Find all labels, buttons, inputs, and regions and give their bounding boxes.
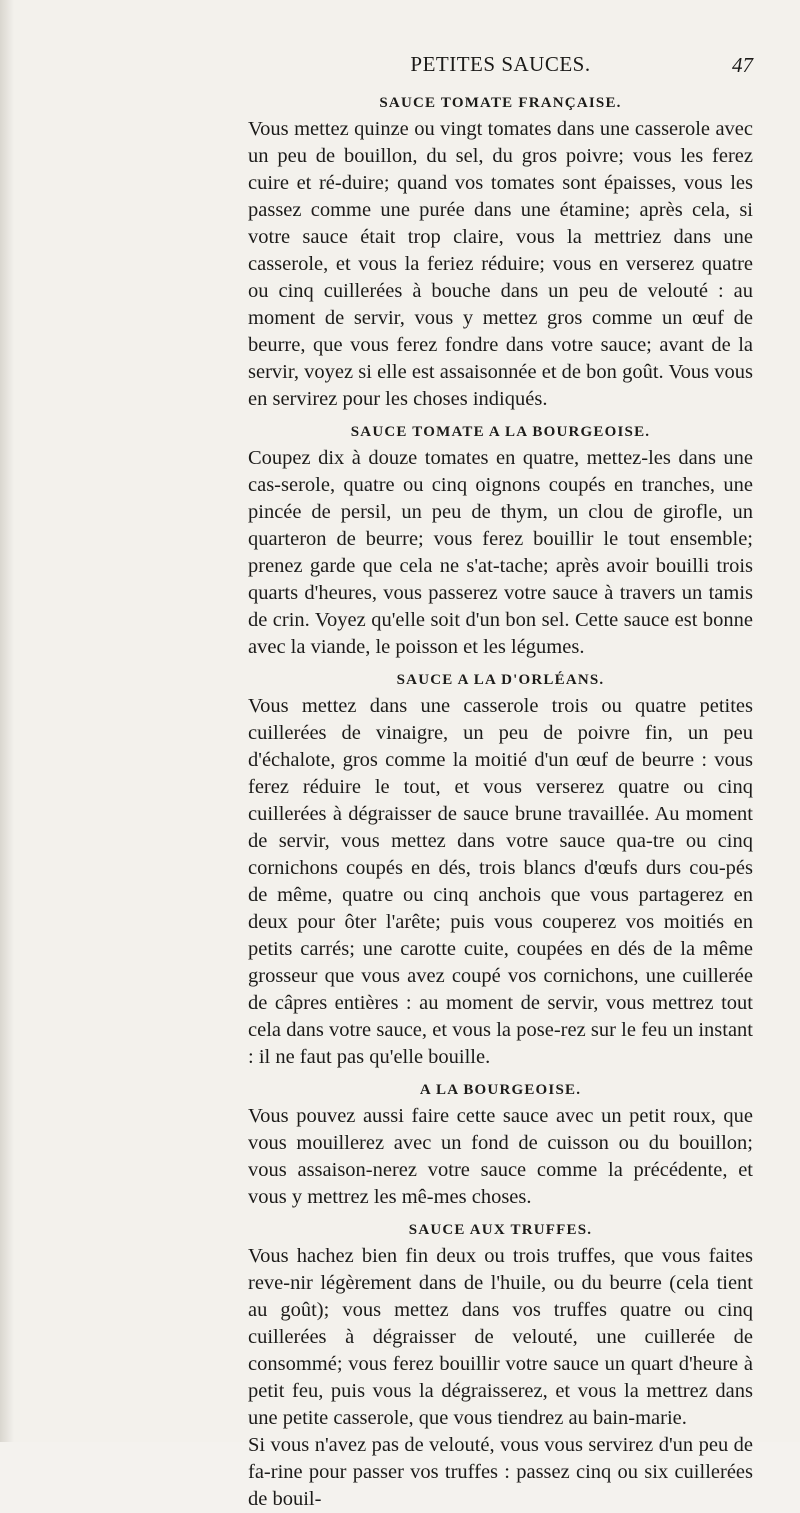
paragraph: Vous mettez dans une casserole trois ou quatre petites cuillerées de vinaigre, un peu de poivre fin, un peu d'échalote, gros comme la moitié d'un œuf de beurre : vous ferez réduire le tout, et vous verserez quatre ou cinq cuillerées à dégraisser de sauce brune travaillée. Au moment de servir, vous mettez dans votre sauce qua-tre ou cinq cornichons coupés en dés, trois blancs d'œufs durs cou-pés de même, quatre ou cinq anchois que vous partagerez en deux pour ôter l'arête; puis vous couperez vos moitiés en petits carrés; une carotte cuite, coupées en dés de la même grosseur que vous avez coupé vos cornichons, une cuillerée de câpres entières : au moment de servir, vous mettrez tout cela dans votre sauce, et vous la pose-rez sur le feu un instant : il ne faut pas qu'elle bouille. xyxy=(248,695,753,1068)
section-heading: A LA BOURGEOISE. xyxy=(419,1082,582,1098)
section-heading: SAUCE TOMATE A LA BOURGEOISE. xyxy=(350,424,651,440)
paragraph: Vous pouvez aussi faire cette sauce avec un petit roux, que vous mouillerez avec un fond de cuisson ou du bouillon; vous assaison-nerez votre sauce comme la précédente, et vous y mettrez les mê-mes choses. xyxy=(248,1105,753,1208)
paragraph: Vous mettez quinze ou vingt tomates dans une casserole avec un peu de bouillon, du sel, du gros poivre; vous les ferez cuire et ré-duire; quand vos tomates sont épaisses, vous les passez comme une purée dans une étamine; après cela, si votre sauce était trop claire, vous la mettriez dans une casserole, et vous la feriez réduire; vous en verserez quatre ou cinq cuillerées à bouche dans un peu de velouté : au moment de servir, vous y mettez gros comme un œuf de beurre, que vous ferez fondre dans votre sauce; avant de la servir, voyez si elle est assaisonnée et de bon goût. Vous vous en servirez pour les choses indiqués. xyxy=(248,118,753,410)
paragraph: Si vous n'avez pas de velouté, vous vous servirez d'un peu de fa-rine pour passer vos truffes : passez cinq ou six cuillerées de bouil- xyxy=(248,1434,753,1510)
section-heading: SAUCE TOMATE FRANÇAISE. xyxy=(379,95,622,111)
page-number: 47 xyxy=(732,53,753,77)
paragraph: Vous hachez bien fin deux ou trois truffes, que vous faites reve-nir légèrement dans de l'huile, ou du beurre (cela tient au goût); vous mettez dans vos truffes quatre ou cinq cuillerées à dégraisser de velouté, une cuillerée de consommé; vous ferez bouillir votre sauce un quart d'heure à petit feu, puis vous la dégraisserez, et vous la mettrez dans une petite casserole, que vous tiendrez au bain-marie. xyxy=(248,1245,753,1429)
running-title: PETITES SAUCES. xyxy=(410,52,591,76)
page-gutter-shadow xyxy=(0,0,14,1442)
page-body xyxy=(248,90,753,1513)
section-heading: SAUCE A LA D'ORLÉANS. xyxy=(396,672,605,688)
section-heading: SAUCE AUX TRUFFES. xyxy=(408,1222,593,1238)
paragraph: Coupez dix à douze tomates en quatre, mettez-les dans une cas-serole, quatre ou cinq oignons coupés en tranches, une pincée de persil, un peu de thym, un clou de girofle, un quarteron de beurre; vous ferez bouillir le tout ensemble; prenez garde que cela ne s'at-tache; après avoir bouilli trois quarts d'heures, vous passerez votre sauce à travers un tamis de crin. Voyez qu'elle soit d'un bon sel. Cette sauce est bonne avec la viande, le poisson et les légumes. xyxy=(248,447,753,658)
